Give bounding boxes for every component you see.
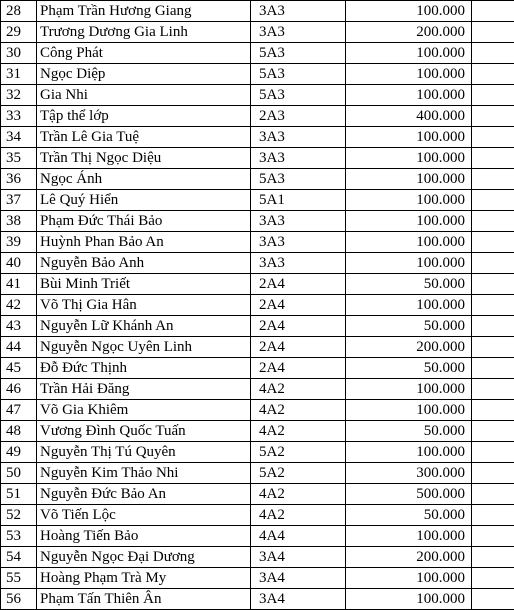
stt-cell: 47 bbox=[1, 400, 37, 421]
empty-cell bbox=[472, 22, 514, 43]
empty-cell bbox=[472, 484, 514, 505]
amount-cell: 50.000 bbox=[346, 316, 472, 337]
name-cell: Trương Dương Gia Linh bbox=[37, 22, 251, 43]
table-row bbox=[1, 274, 514, 295]
stt-cell: 49 bbox=[1, 442, 37, 463]
class-cell: 5A3 bbox=[251, 169, 346, 190]
class-cell: 3A3 bbox=[251, 148, 346, 169]
class-cell: 2A4 bbox=[251, 295, 346, 316]
empty-cell bbox=[472, 43, 514, 64]
class-cell: 2A4 bbox=[251, 358, 346, 379]
class-cell: 3A3 bbox=[251, 253, 346, 274]
stt-cell: 41 bbox=[1, 274, 37, 295]
stt-cell: 32 bbox=[1, 85, 37, 106]
amount-cell: 300.000 bbox=[346, 463, 472, 484]
stt-cell: 34 bbox=[1, 127, 37, 148]
name-cell: Võ Thị Gia Hân bbox=[37, 295, 251, 316]
empty-cell bbox=[472, 127, 514, 148]
empty-cell bbox=[472, 526, 514, 547]
stt-cell: 42 bbox=[1, 295, 37, 316]
class-cell: 5A3 bbox=[251, 64, 346, 85]
name-cell: Võ Tiến Lộc bbox=[37, 505, 251, 526]
class-cell: 3A3 bbox=[251, 127, 346, 148]
table-row bbox=[1, 295, 514, 316]
name-cell: Võ Gia Khiêm bbox=[37, 400, 251, 421]
class-cell: 2A4 bbox=[251, 274, 346, 295]
table-row bbox=[1, 400, 514, 421]
table-row bbox=[1, 85, 514, 106]
name-cell: Công Phát bbox=[37, 43, 251, 64]
class-cell: 2A4 bbox=[251, 316, 346, 337]
name-cell: Phạm Đức Thái Bảo bbox=[37, 211, 251, 232]
empty-cell bbox=[472, 1, 514, 22]
empty-cell bbox=[472, 505, 514, 526]
table-row bbox=[1, 358, 514, 379]
stt-cell: 46 bbox=[1, 379, 37, 400]
table-row bbox=[1, 316, 514, 337]
name-cell: Phạm Trần Hương Giang bbox=[37, 1, 251, 22]
name-cell: Nguyễn Đức Bảo An bbox=[37, 484, 251, 505]
stt-cell: 40 bbox=[1, 253, 37, 274]
stt-cell: 31 bbox=[1, 64, 37, 85]
class-cell: 5A2 bbox=[251, 442, 346, 463]
name-cell: Lê Quý Hiển bbox=[37, 190, 251, 211]
amount-cell: 50.000 bbox=[346, 358, 472, 379]
table-row bbox=[1, 64, 514, 85]
amount-cell: 100.000 bbox=[346, 568, 472, 589]
stt-cell: 48 bbox=[1, 421, 37, 442]
name-cell: Vương Đình Quốc Tuấn bbox=[37, 421, 251, 442]
name-cell: Bùi Minh Triết bbox=[37, 274, 251, 295]
name-cell: Đỗ Đức Thịnh bbox=[37, 358, 251, 379]
name-cell: Hoàng Tiến Bảo bbox=[37, 526, 251, 547]
stt-cell: 37 bbox=[1, 190, 37, 211]
name-cell: Ngọc Ánh bbox=[37, 169, 251, 190]
class-cell: 3A3 bbox=[251, 211, 346, 232]
empty-cell bbox=[472, 337, 514, 358]
empty-cell bbox=[472, 400, 514, 421]
table-row bbox=[1, 505, 514, 526]
name-cell: Nguyễn Lữ Khánh An bbox=[37, 316, 251, 337]
table-row bbox=[1, 148, 514, 169]
class-cell: 5A1 bbox=[251, 190, 346, 211]
donation-table-body bbox=[1, 1, 514, 610]
name-cell: Nguyễn Ngọc Đại Dương bbox=[37, 547, 251, 568]
class-cell: 4A4 bbox=[251, 526, 346, 547]
class-cell: 3A3 bbox=[251, 22, 346, 43]
amount-cell: 100.000 bbox=[346, 85, 472, 106]
stt-cell: 43 bbox=[1, 316, 37, 337]
empty-cell bbox=[472, 547, 514, 568]
table-row bbox=[1, 484, 514, 505]
empty-cell bbox=[472, 295, 514, 316]
stt-cell: 56 bbox=[1, 589, 37, 610]
empty-cell bbox=[472, 211, 514, 232]
stt-cell: 38 bbox=[1, 211, 37, 232]
amount-cell: 100.000 bbox=[346, 589, 472, 610]
empty-cell bbox=[472, 148, 514, 169]
amount-cell: 100.000 bbox=[346, 526, 472, 547]
table-row bbox=[1, 568, 514, 589]
amount-cell: 100.000 bbox=[346, 295, 472, 316]
name-cell: Trần Lê Gia Tuệ bbox=[37, 127, 251, 148]
amount-cell: 200.000 bbox=[346, 337, 472, 358]
stt-cell: 39 bbox=[1, 232, 37, 253]
empty-cell bbox=[472, 106, 514, 127]
table-row bbox=[1, 190, 514, 211]
name-cell: Nguyễn Bảo Anh bbox=[37, 253, 251, 274]
empty-cell bbox=[472, 379, 514, 400]
table-row bbox=[1, 442, 514, 463]
empty-cell bbox=[472, 169, 514, 190]
class-cell: 3A4 bbox=[251, 547, 346, 568]
stt-cell: 52 bbox=[1, 505, 37, 526]
table-row bbox=[1, 463, 514, 484]
class-cell: 3A3 bbox=[251, 1, 346, 22]
name-cell: Nguyễn Kim Thảo Nhi bbox=[37, 463, 251, 484]
stt-cell: 54 bbox=[1, 547, 37, 568]
stt-cell: 44 bbox=[1, 337, 37, 358]
stt-cell: 33 bbox=[1, 106, 37, 127]
amount-cell: 100.000 bbox=[346, 211, 472, 232]
stt-cell: 35 bbox=[1, 148, 37, 169]
class-cell: 3A3 bbox=[251, 232, 346, 253]
table-row bbox=[1, 526, 514, 547]
class-cell: 2A3 bbox=[251, 106, 346, 127]
amount-cell: 100.000 bbox=[346, 169, 472, 190]
amount-cell: 400.000 bbox=[346, 106, 472, 127]
table-row bbox=[1, 211, 514, 232]
class-cell: 4A2 bbox=[251, 484, 346, 505]
stt-cell: 45 bbox=[1, 358, 37, 379]
name-cell: Huỳnh Phan Bảo An bbox=[37, 232, 251, 253]
empty-cell bbox=[472, 589, 514, 610]
amount-cell: 200.000 bbox=[346, 547, 472, 568]
empty-cell bbox=[472, 463, 514, 484]
class-cell: 5A3 bbox=[251, 85, 346, 106]
name-cell: Hoàng Phạm Trà My bbox=[37, 568, 251, 589]
empty-cell bbox=[472, 568, 514, 589]
empty-cell bbox=[472, 274, 514, 295]
table-row bbox=[1, 589, 514, 610]
amount-cell: 100.000 bbox=[346, 148, 472, 169]
table-row bbox=[1, 169, 514, 190]
class-cell: 4A2 bbox=[251, 379, 346, 400]
stt-cell: 50 bbox=[1, 463, 37, 484]
empty-cell bbox=[472, 64, 514, 85]
name-cell: Gia Nhi bbox=[37, 85, 251, 106]
name-cell: Nguyễn Ngọc Uyên Linh bbox=[37, 337, 251, 358]
amount-cell: 100.000 bbox=[346, 232, 472, 253]
class-cell: 3A4 bbox=[251, 568, 346, 589]
amount-cell: 100.000 bbox=[346, 64, 472, 85]
name-cell: Ngọc Diệp bbox=[37, 64, 251, 85]
name-cell: Trần Thị Ngọc Diệu bbox=[37, 148, 251, 169]
table-row bbox=[1, 253, 514, 274]
empty-cell bbox=[472, 253, 514, 274]
amount-cell: 100.000 bbox=[346, 253, 472, 274]
table-row bbox=[1, 379, 514, 400]
class-cell: 4A2 bbox=[251, 505, 346, 526]
stt-cell: 36 bbox=[1, 169, 37, 190]
amount-cell: 50.000 bbox=[346, 421, 472, 442]
stt-cell: 51 bbox=[1, 484, 37, 505]
class-cell: 2A4 bbox=[251, 337, 346, 358]
amount-cell: 100.000 bbox=[346, 127, 472, 148]
class-cell: 4A2 bbox=[251, 421, 346, 442]
table-row bbox=[1, 232, 514, 253]
table-row bbox=[1, 106, 514, 127]
table-row bbox=[1, 421, 514, 442]
empty-cell bbox=[472, 421, 514, 442]
class-cell: 5A3 bbox=[251, 43, 346, 64]
table-row bbox=[1, 43, 514, 64]
name-cell: Tập thể lớp bbox=[37, 106, 251, 127]
class-cell: 3A4 bbox=[251, 589, 346, 610]
amount-cell: 100.000 bbox=[346, 442, 472, 463]
stt-cell: 55 bbox=[1, 568, 37, 589]
empty-cell bbox=[472, 358, 514, 379]
name-cell: Phạm Tấn Thiên Ân bbox=[37, 589, 251, 610]
name-cell: Nguyễn Thị Tú Quyên bbox=[37, 442, 251, 463]
name-cell: Trần Hải Đăng bbox=[37, 379, 251, 400]
table-row bbox=[1, 22, 514, 43]
table-row bbox=[1, 547, 514, 568]
amount-cell: 100.000 bbox=[346, 43, 472, 64]
empty-cell bbox=[472, 85, 514, 106]
table-row bbox=[1, 1, 514, 22]
amount-cell: 500.000 bbox=[346, 484, 472, 505]
table-row bbox=[1, 127, 514, 148]
amount-cell: 50.000 bbox=[346, 505, 472, 526]
class-cell: 4A2 bbox=[251, 400, 346, 421]
amount-cell: 100.000 bbox=[346, 379, 472, 400]
stt-cell: 29 bbox=[1, 22, 37, 43]
amount-cell: 50.000 bbox=[346, 274, 472, 295]
class-cell: 5A2 bbox=[251, 463, 346, 484]
empty-cell bbox=[472, 442, 514, 463]
amount-cell: 100.000 bbox=[346, 400, 472, 421]
stt-cell: 30 bbox=[1, 43, 37, 64]
empty-cell bbox=[472, 316, 514, 337]
amount-cell: 100.000 bbox=[346, 1, 472, 22]
amount-cell: 100.000 bbox=[346, 190, 472, 211]
stt-cell: 53 bbox=[1, 526, 37, 547]
table-row bbox=[1, 337, 514, 358]
amount-cell: 200.000 bbox=[346, 22, 472, 43]
stt-cell: 28 bbox=[1, 1, 37, 22]
empty-cell bbox=[472, 190, 514, 211]
empty-cell bbox=[472, 232, 514, 253]
